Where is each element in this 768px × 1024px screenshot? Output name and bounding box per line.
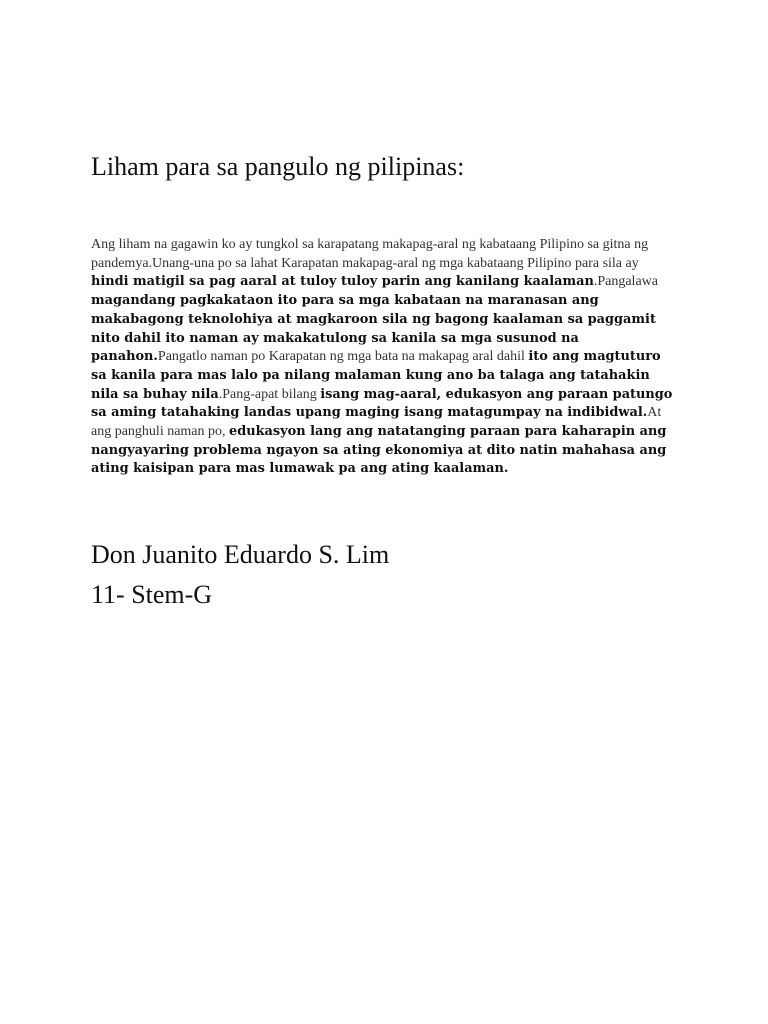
letter-body [91, 236, 676, 479]
body-text-segment: .Pang-apat bilang [218, 386, 321, 402]
body-text-segment: Pangatlo naman po Karapatan ng mga bata na makapag aral dahil [157, 349, 529, 365]
body-text-segment: .Pangalawa [593, 274, 658, 290]
letter-title: Liham para sa pangulo ng pilipinas: [91, 152, 465, 181]
body-bold-segment: hindi matigil sa pag aaral at tuloy tuloy parin ang kanilang kaalaman [91, 274, 594, 290]
body-text-segment: At ang panghuli naman po, [91, 405, 662, 440]
body-bold-segment: magandang pagkakataon ito para sa mga kabataan na maranasan ang makabagong teknolohiya at magkaroon sila ng bagong kaalaman sa paggamit nito dahil ito naman ay makakatulong sa kanila sa mga susunod na panahon. [91, 293, 656, 365]
signature-section: 11- Stem-G [91, 580, 213, 609]
body-bold-segment: ito ang magtuturo sa kanila para mas lalo pa nilang malaman kung ano ba talaga ang tatahakin nila sa buhay nila [91, 349, 661, 402]
body-bold-segment: edukasyon lang ang natatanging paraan para kaharapin ang nangyayaring problema ngayon sa ating ekonomiya at dito natin mahahasa ang ating kaisipan para mas lumawak pa ang ating kaalaman. [91, 424, 667, 477]
body-bold-segment: isang mag-aaral, edukasyon ang paraan patungo sa aming tatahaking landas upang maging isang matagumpay na indibidwal. [91, 386, 673, 421]
signature-block [91, 535, 389, 615]
signature-name: Don Juanito Eduardo S. Lim [91, 540, 390, 569]
body-text-segment: Ang liham na gagawin ko ay tungkol sa karapatang makapag-aral ng kabataang Pilipino sa gitna ng pandemya.Unang-una po sa lahat Karapatan makapag-aral ng mga kabataang Pilipino para sila ay [91, 237, 649, 271]
